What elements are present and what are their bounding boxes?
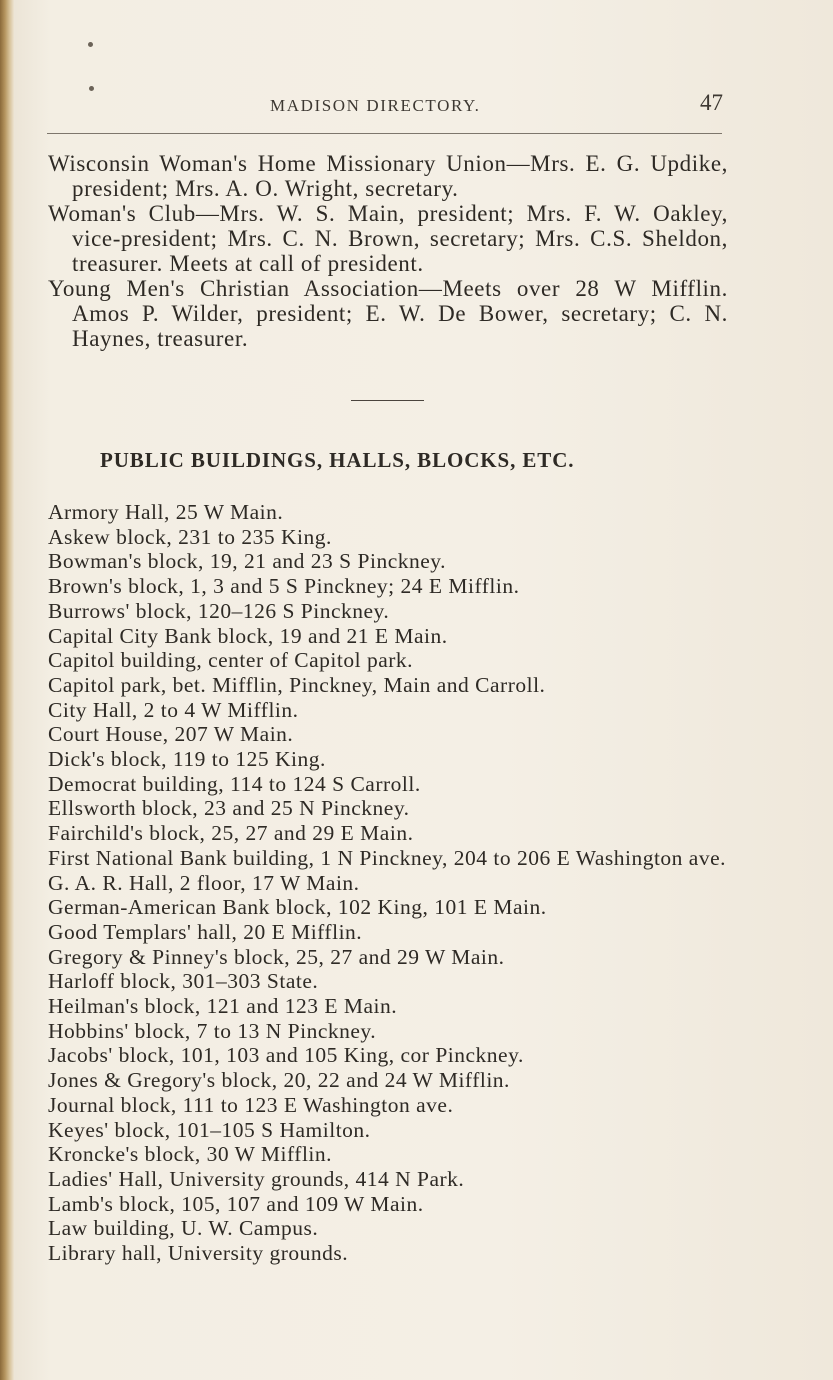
building-entry: Journal block, 111 to 123 E Washington ave. bbox=[48, 1092, 454, 1117]
running-head: MADISON DIRECTORY. bbox=[270, 96, 481, 115]
ink-speck bbox=[89, 86, 94, 91]
association-entry: Woman's Club—Mrs. W. S. Main, president; Mrs. F. W. Oakley, vice-president; Mrs. C. N. Brown, secretary; Mrs. C.S. Sheldon, treasurer. Meets at call of president. bbox=[48, 201, 728, 276]
building-entry: Law building, U. W. Campus. bbox=[48, 1216, 319, 1241]
building-entry: Library hall, University grounds. bbox=[48, 1241, 349, 1266]
association-list bbox=[48, 151, 728, 351]
building-entry: Harloff block, 301–303 State. bbox=[48, 969, 319, 994]
header-rule bbox=[47, 133, 722, 134]
building-entry: Keyes' block, 101–105 S Hamilton. bbox=[48, 1117, 371, 1142]
building-entry: Ellsworth block, 23 and 25 N Pinckney. bbox=[48, 796, 410, 821]
section-heading: PUBLIC BUILDINGS, HALLS, BLOCKS, ETC. bbox=[100, 448, 575, 472]
building-entry: Bowman's block, 19, 21 and 23 S Pinckney. bbox=[48, 549, 447, 574]
building-entry: Kroncke's block, 30 W Mifflin. bbox=[48, 1142, 333, 1167]
association-entry: Wisconsin Woman's Home Missionary Union—Mrs. E. G. Updike, president; Mrs. A. O. Wright, secretary. bbox=[48, 151, 728, 201]
book-spine-edge bbox=[0, 0, 14, 1380]
building-entry: Jones & Gregory's block, 20, 22 and 24 W Mifflin. bbox=[48, 1068, 510, 1093]
building-entry: Ladies' Hall, University grounds, 414 N Park. bbox=[48, 1166, 465, 1191]
building-entry: City Hall, 2 to 4 W Mifflin. bbox=[48, 697, 299, 722]
building-entry: Lamb's block, 105, 107 and 109 W Main. bbox=[48, 1191, 424, 1216]
association-entry: Young Men's Christian Association—Meets over 28 W Mifflin. Amos P. Wilder, president; E. W. De Bower, secretary; C. N. Haynes, treasurer. bbox=[48, 276, 728, 351]
building-entry: Democrat building, 114 to 124 S Carroll. bbox=[48, 771, 421, 796]
page-number: 47 bbox=[700, 90, 723, 115]
building-entry: Capitol park, bet. Mifflin, Pinckney, Main and Carroll. bbox=[48, 672, 546, 697]
building-entry: Capitol building, center of Capitol park. bbox=[48, 648, 414, 673]
building-entry: G. A. R. Hall, 2 floor, 17 W Main. bbox=[48, 870, 360, 895]
building-entry: Dick's block, 119 to 125 King. bbox=[48, 747, 326, 772]
building-entry: Hobbins' block, 7 to 13 N Pinckney. bbox=[48, 1018, 377, 1043]
section-divider bbox=[351, 400, 424, 401]
building-entry: Brown's block, 1, 3 and 5 S Pinckney; 24 E Mifflin. bbox=[48, 574, 520, 599]
building-entry: Jacobs' block, 101, 103 and 105 King, cor Pinckney. bbox=[48, 1043, 524, 1068]
building-entry: Askew block, 231 to 235 King. bbox=[48, 524, 332, 549]
building-entry: Fairchild's block, 25, 27 and 29 E Main. bbox=[48, 821, 414, 846]
building-list bbox=[48, 500, 728, 1266]
ink-speck bbox=[88, 42, 93, 47]
building-entry: Good Templars' hall, 20 E Mifflin. bbox=[48, 919, 363, 944]
building-entry: Court House, 207 W Main. bbox=[48, 722, 294, 747]
building-entry: First National Bank building, 1 N Pinckney, 204 to 206 E Washington ave. bbox=[48, 845, 727, 870]
building-entry: Heilman's block, 121 and 123 E Main. bbox=[48, 994, 398, 1019]
building-entry: Gregory & Pinney's block, 25, 27 and 29 W Main. bbox=[48, 944, 505, 969]
building-entry: Capital City Bank block, 19 and 21 E Main. bbox=[48, 623, 448, 648]
building-entry: German-American Bank block, 102 King, 101 E Main. bbox=[48, 895, 547, 920]
building-entry: Armory Hall, 25 W Main. bbox=[48, 500, 284, 524]
building-entry: Burrows' block, 120–126 S Pinckney. bbox=[48, 598, 390, 623]
page-header bbox=[270, 90, 723, 124]
